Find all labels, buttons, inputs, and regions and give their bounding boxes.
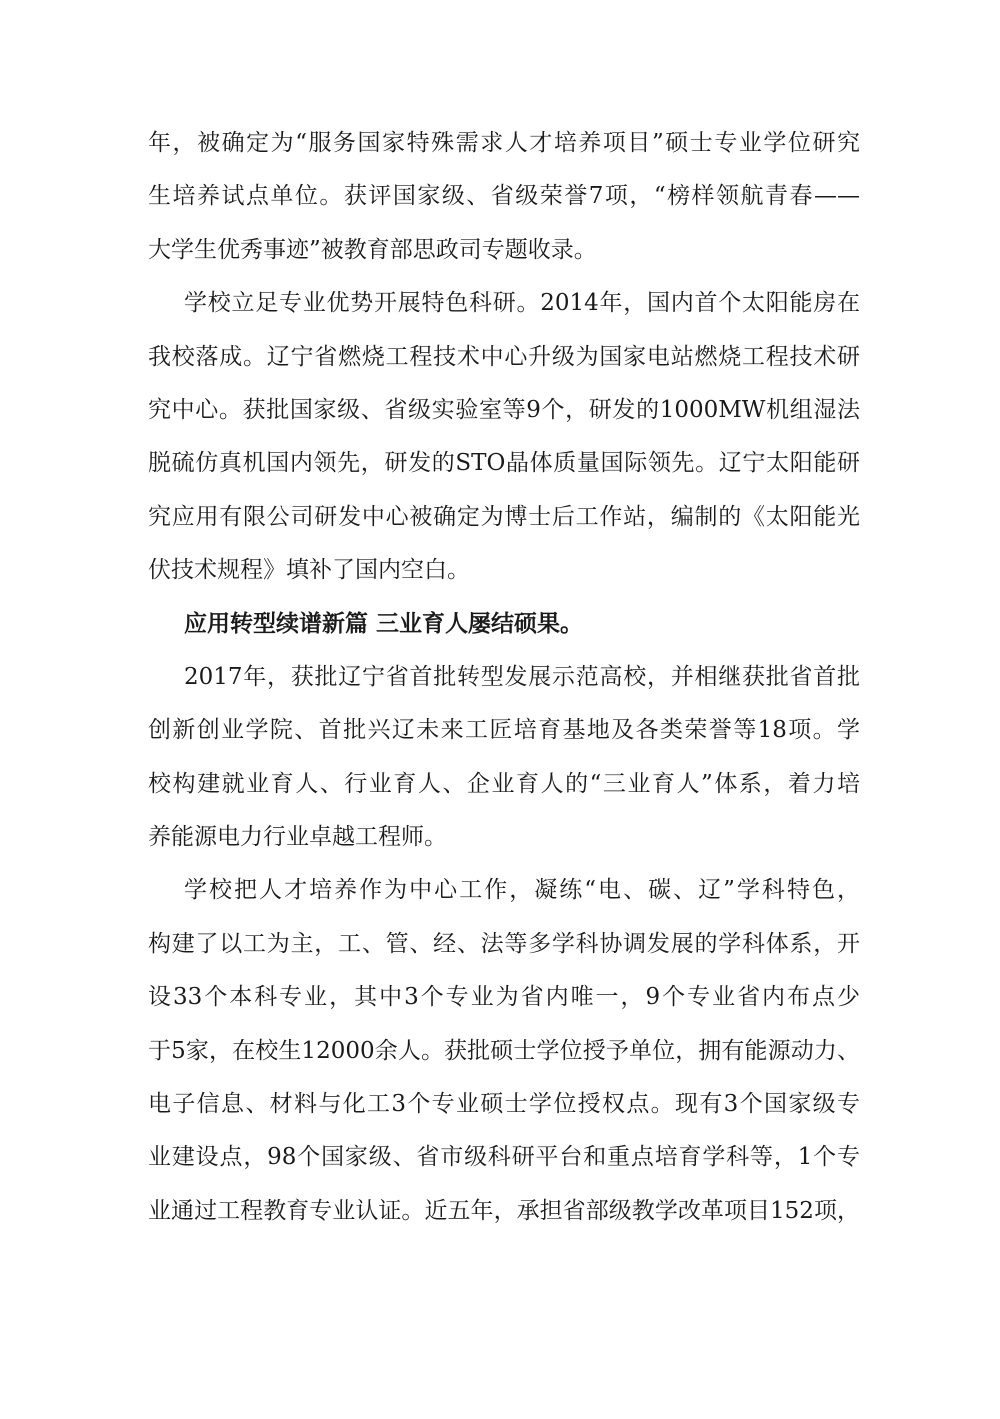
paragraph-2-line-6: 伏技术规程》填补了国内空白。 [148,557,470,584]
document-body [148,117,860,1238]
paragraph-4-line-6: 业建设点，98个国家级、省市级科研平台和重点培育学科等，1个专 [148,1144,860,1171]
paragraph-4-line-5: 电子信息、材料与化工3个专业硕士学位授权点。现有3个国家级专 [148,1091,860,1118]
paragraph-2-line-3: 究中心。获批国家级、省级实验室等9个，研发的1000MW机组湿法 [148,396,860,423]
paragraph-4-line-7: 业通过工程教育专业认证。近五年，承担省部级教学改革项目152项， [148,1197,860,1224]
paragraph-1-line-1: 年，被确定为“服务国家特殊需求人才培养项目”硕士专业学位研究 [148,130,860,156]
paragraph-2-line-2: 我校落成。辽宁省燃烧工程技术中心升级为国家电站燃烧工程技术研 [148,343,860,370]
paragraph-2-line-1: 学校立足专业优势开展特色科研。2014年，国内首个太阳能房在 [184,290,860,317]
paragraph-4-line-2: 构建了以工为主，工、管、经、法等多学科协调发展的学科体系，开 [148,930,860,957]
section-heading: 应用转型续谱新篇 三业育人屡结硕果。 [184,610,584,637]
paragraph-4-line-1: 学校把人才培养作为中心工作，凝练“电、碳、辽”学科特色， [184,877,860,904]
paragraph-1-line-3: 大学生优秀事迹”被教育部思政司专题收录。 [148,236,597,263]
paragraph-2-line-5: 究应用有限公司研发中心被确定为博士后工作站，编制的《太阳能光 [148,503,860,530]
paragraph-1-line-2: 生培养试点单位。获评国家级、省级荣誉7项，“榜样领航青春—— [148,183,860,210]
paragraph-3-line-4: 养能源电力行业卓越工程师。 [148,824,447,851]
paragraph-2-line-4: 脱硫仿真机国内领先，研发的STO晶体质量国际领先。辽宁太阳能研 [148,450,860,477]
paragraph-3-line-1: 2017年，获批辽宁省首批转型发展示范高校，并相继获批省首批 [184,663,860,690]
paragraph-3-line-2: 创新创业学院、首批兴辽未来工匠培育基地及各类荣誉等18项。学 [148,717,860,744]
paragraph-4-line-3: 设33个本科专业，其中3个专业为省内唯一，9个专业省内布点少 [148,984,860,1011]
paragraph-3-line-3: 校构建就业育人、行业育人、企业育人的“三业育人”体系，着力培 [148,770,860,797]
paragraph-4-line-4: 于5家，在校生12000余人。获批硕士学位授予单位，拥有能源动力、 [148,1037,860,1064]
